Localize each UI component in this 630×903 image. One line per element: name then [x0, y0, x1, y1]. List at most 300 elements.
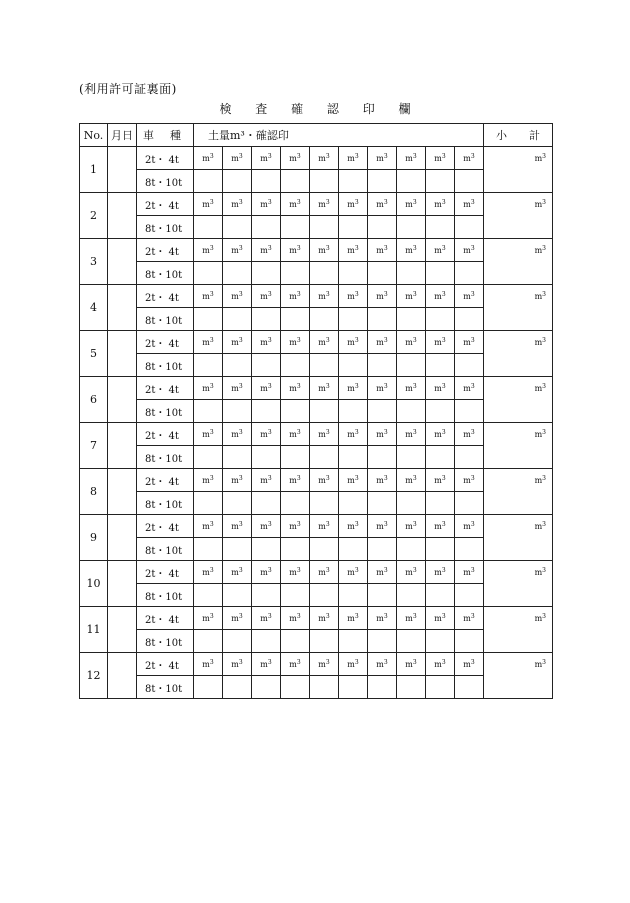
- unit-base: m: [463, 291, 471, 301]
- unit-base: m: [231, 383, 239, 393]
- volume-entry-cell[interactable]: [339, 354, 368, 377]
- volume-entry-cell[interactable]: [368, 676, 397, 699]
- unit-base: m: [405, 291, 413, 301]
- volume-entry-cell[interactable]: [281, 492, 310, 515]
- volume-entry-cell[interactable]: [281, 538, 310, 561]
- volume-entry-cell[interactable]: [252, 216, 281, 239]
- volume-entry-cell[interactable]: [339, 584, 368, 607]
- volume-cell: [339, 193, 368, 216]
- volume-entry-cell[interactable]: [223, 676, 252, 699]
- volume-entry-cell[interactable]: [339, 308, 368, 331]
- unit-base: m: [405, 199, 413, 209]
- volume-cell: [339, 239, 368, 262]
- volume-entry-cell[interactable]: [281, 170, 310, 193]
- table-row: [80, 377, 553, 400]
- volume-entry-cell[interactable]: [455, 400, 484, 423]
- subtotal-cell: [484, 469, 553, 515]
- volume-entry-cell[interactable]: [252, 538, 281, 561]
- unit-base: m: [534, 522, 543, 531]
- volume-entry-cell[interactable]: [252, 630, 281, 653]
- row-number: 9: [80, 515, 108, 561]
- volume-entry-cell[interactable]: [339, 538, 368, 561]
- volume-entry-cell[interactable]: [194, 446, 223, 469]
- volume-entry-cell[interactable]: [223, 584, 252, 607]
- volume-entry-cell[interactable]: [426, 584, 455, 607]
- volume-cell: [252, 515, 281, 538]
- unit-exponent: 3: [354, 612, 359, 620]
- unit-exponent: 3: [238, 336, 243, 344]
- unit-label: [535, 522, 546, 531]
- vehicle-small-cell: 2t・ 4t: [137, 561, 194, 584]
- unit-base: m: [231, 659, 239, 669]
- volume-cell: [426, 285, 455, 308]
- volume-entry-cell[interactable]: [194, 584, 223, 607]
- volume-cell: [281, 653, 310, 676]
- date-cell[interactable]: [108, 423, 137, 469]
- unit-base: m: [534, 614, 543, 623]
- unit-label: [202, 568, 213, 577]
- volume-entry-cell[interactable]: [455, 170, 484, 193]
- volume-entry-cell[interactable]: [455, 262, 484, 285]
- volume-entry-cell[interactable]: [397, 492, 426, 515]
- volume-entry-cell[interactable]: [455, 630, 484, 653]
- volume-entry-cell[interactable]: [426, 492, 455, 515]
- volume-cell: [194, 239, 223, 262]
- volume-cell: [455, 515, 484, 538]
- unit-label: [376, 384, 387, 393]
- volume-entry-cell[interactable]: [223, 538, 252, 561]
- table-row: [80, 216, 553, 239]
- volume-entry-cell[interactable]: [426, 630, 455, 653]
- unit-base: m: [202, 475, 210, 485]
- vehicle-large-cell: 8t・10t: [137, 492, 194, 515]
- unit-exponent: 3: [383, 612, 388, 620]
- volume-entry-cell[interactable]: [223, 400, 252, 423]
- volume-entry-cell[interactable]: [397, 308, 426, 331]
- unit-base: m: [405, 337, 413, 347]
- volume-entry-cell[interactable]: [223, 308, 252, 331]
- vehicle-large-cell: 8t・10t: [137, 630, 194, 653]
- date-cell[interactable]: [108, 561, 137, 607]
- unit-base: m: [231, 429, 239, 439]
- unit-exponent: 3: [267, 566, 272, 574]
- unit-exponent: 3: [441, 566, 446, 574]
- unit-base: m: [376, 613, 384, 623]
- volume-entry-cell[interactable]: [397, 400, 426, 423]
- unit-exponent: 3: [354, 658, 359, 666]
- volume-entry-cell[interactable]: [194, 630, 223, 653]
- unit-exponent: 3: [296, 198, 301, 206]
- volume-entry-cell[interactable]: [339, 446, 368, 469]
- volume-entry-cell[interactable]: [310, 446, 339, 469]
- volume-entry-cell[interactable]: [368, 446, 397, 469]
- unit-exponent: 3: [354, 152, 359, 160]
- unit-label: [535, 338, 546, 347]
- volume-entry-cell[interactable]: [223, 262, 252, 285]
- volume-entry-cell[interactable]: [223, 170, 252, 193]
- unit-exponent: 3: [383, 428, 388, 436]
- volume-cell: [339, 147, 368, 170]
- date-cell[interactable]: [108, 193, 137, 239]
- volume-entry-cell[interactable]: [223, 630, 252, 653]
- volume-entry-cell[interactable]: [368, 354, 397, 377]
- unit-label: [463, 154, 474, 163]
- unit-exponent: 3: [412, 382, 417, 390]
- unit-exponent: 3: [325, 428, 330, 436]
- volume-entry-cell[interactable]: [368, 170, 397, 193]
- volume-entry-cell[interactable]: [368, 538, 397, 561]
- volume-entry-cell[interactable]: [397, 262, 426, 285]
- volume-entry-cell[interactable]: [310, 262, 339, 285]
- volume-entry-cell[interactable]: [397, 630, 426, 653]
- volume-entry-cell[interactable]: [426, 446, 455, 469]
- unit-exponent: 3: [209, 336, 214, 344]
- volume-entry-cell[interactable]: [310, 538, 339, 561]
- volume-entry-cell[interactable]: [252, 584, 281, 607]
- volume-entry-cell[interactable]: [455, 676, 484, 699]
- vehicle-large-cell: 8t・10t: [137, 170, 194, 193]
- volume-entry-cell[interactable]: [426, 354, 455, 377]
- unit-label: [347, 154, 358, 163]
- unit-base: m: [376, 567, 384, 577]
- unit-base: m: [405, 613, 413, 623]
- volume-cell: [368, 423, 397, 446]
- unit-exponent: 3: [325, 612, 330, 620]
- volume-cell: [223, 239, 252, 262]
- volume-entry-cell[interactable]: [252, 262, 281, 285]
- volume-cell: [252, 653, 281, 676]
- volume-cell: [339, 285, 368, 308]
- unit-exponent: 3: [542, 383, 546, 390]
- volume-entry-cell[interactable]: [252, 170, 281, 193]
- unit-base: m: [376, 337, 384, 347]
- volume-cell: [339, 423, 368, 446]
- volume-entry-cell[interactable]: [339, 676, 368, 699]
- volume-entry-cell[interactable]: [368, 308, 397, 331]
- table-row: [80, 538, 553, 561]
- unit-base: m: [289, 567, 297, 577]
- volume-entry-cell[interactable]: [194, 308, 223, 331]
- volume-entry-cell[interactable]: [339, 216, 368, 239]
- volume-entry-cell[interactable]: [368, 492, 397, 515]
- volume-entry-cell[interactable]: [455, 492, 484, 515]
- volume-cell: [397, 653, 426, 676]
- volume-entry-cell[interactable]: [281, 262, 310, 285]
- unit-label: [434, 338, 445, 347]
- volume-entry-cell[interactable]: [310, 400, 339, 423]
- unit-label: [535, 568, 546, 577]
- volume-entry-cell[interactable]: [223, 492, 252, 515]
- table-row: [80, 193, 553, 216]
- unit-label: [202, 660, 213, 669]
- unit-exponent: 3: [470, 198, 475, 206]
- volume-cell: [252, 561, 281, 584]
- header-no: No.: [80, 124, 108, 147]
- unit-exponent: 3: [412, 566, 417, 574]
- volume-cell: [194, 607, 223, 630]
- volume-entry-cell[interactable]: [281, 400, 310, 423]
- unit-label: [405, 384, 416, 393]
- volume-entry-cell[interactable]: [426, 308, 455, 331]
- unit-label: [347, 246, 358, 255]
- vehicle-large-cell: 8t・10t: [137, 538, 194, 561]
- unit-base: m: [289, 613, 297, 623]
- unit-exponent: 3: [354, 382, 359, 390]
- volume-entry-cell[interactable]: [310, 216, 339, 239]
- unit-label: [289, 338, 300, 347]
- unit-label: [535, 292, 546, 301]
- volume-entry-cell[interactable]: [281, 216, 310, 239]
- volume-entry-cell[interactable]: [455, 354, 484, 377]
- volume-entry-cell[interactable]: [368, 584, 397, 607]
- volume-cell: [426, 331, 455, 354]
- date-cell[interactable]: [108, 285, 137, 331]
- unit-exponent: 3: [238, 520, 243, 528]
- volume-entry-cell[interactable]: [426, 538, 455, 561]
- volume-entry-cell[interactable]: [310, 170, 339, 193]
- unit-base: m: [463, 383, 471, 393]
- unit-base: m: [289, 291, 297, 301]
- volume-entry-cell[interactable]: [397, 216, 426, 239]
- volume-entry-cell[interactable]: [426, 216, 455, 239]
- volume-entry-cell[interactable]: [252, 492, 281, 515]
- volume-cell: [368, 561, 397, 584]
- volume-cell: [339, 561, 368, 584]
- volume-entry-cell[interactable]: [310, 354, 339, 377]
- volume-entry-cell[interactable]: [397, 538, 426, 561]
- volume-entry-cell[interactable]: [339, 492, 368, 515]
- vehicle-large-cell: 8t・10t: [137, 584, 194, 607]
- volume-entry-cell[interactable]: [310, 630, 339, 653]
- volume-entry-cell[interactable]: [455, 446, 484, 469]
- unit-base: m: [347, 613, 355, 623]
- volume-entry-cell[interactable]: [397, 354, 426, 377]
- vehicle-small-cell: 2t・ 4t: [137, 653, 194, 676]
- volume-entry-cell[interactable]: [339, 262, 368, 285]
- unit-base: m: [534, 430, 543, 439]
- vehicle-small-cell: 2t・ 4t: [137, 423, 194, 446]
- unit-label: [231, 522, 242, 531]
- unit-label: [260, 246, 271, 255]
- row-number: 5: [80, 331, 108, 377]
- volume-cell: [252, 285, 281, 308]
- volume-cell: [310, 377, 339, 400]
- row-number: 1: [80, 147, 108, 193]
- volume-entry-cell[interactable]: [194, 170, 223, 193]
- unit-base: m: [434, 613, 442, 623]
- volume-cell: [281, 377, 310, 400]
- header-date: 月日: [108, 124, 137, 147]
- row-number: 3: [80, 239, 108, 285]
- volume-entry-cell[interactable]: [455, 308, 484, 331]
- vehicle-large-cell: 8t・10t: [137, 446, 194, 469]
- unit-label: [260, 384, 271, 393]
- unit-exponent: 3: [383, 566, 388, 574]
- volume-entry-cell[interactable]: [252, 354, 281, 377]
- unit-exponent: 3: [412, 520, 417, 528]
- volume-cell: [397, 607, 426, 630]
- unit-exponent: 3: [542, 567, 546, 574]
- volume-entry-cell[interactable]: [339, 630, 368, 653]
- volume-cell: [223, 147, 252, 170]
- unit-exponent: 3: [325, 520, 330, 528]
- volume-cell: [223, 423, 252, 446]
- volume-entry-cell[interactable]: [310, 308, 339, 331]
- volume-entry-cell[interactable]: [252, 676, 281, 699]
- unit-base: m: [534, 200, 543, 209]
- unit-base: m: [376, 521, 384, 531]
- unit-label: [318, 154, 329, 163]
- unit-exponent: 3: [354, 566, 359, 574]
- row-number: 7: [80, 423, 108, 469]
- date-cell[interactable]: [108, 607, 137, 653]
- volume-entry-cell[interactable]: [252, 400, 281, 423]
- volume-cell: [455, 239, 484, 262]
- volume-entry-cell[interactable]: [223, 354, 252, 377]
- unit-base: m: [434, 521, 442, 531]
- unit-label: [376, 522, 387, 531]
- unit-base: m: [202, 383, 210, 393]
- unit-base: m: [405, 521, 413, 531]
- volume-cell: [426, 515, 455, 538]
- unit-label: [376, 338, 387, 347]
- unit-base: m: [376, 291, 384, 301]
- unit-label: [347, 384, 358, 393]
- volume-entry-cell[interactable]: [223, 216, 252, 239]
- volume-entry-cell[interactable]: [281, 308, 310, 331]
- volume-entry-cell[interactable]: [310, 584, 339, 607]
- volume-entry-cell[interactable]: [194, 216, 223, 239]
- volume-cell: [455, 607, 484, 630]
- unit-exponent: 3: [238, 428, 243, 436]
- volume-entry-cell[interactable]: [397, 584, 426, 607]
- unit-exponent: 3: [325, 152, 330, 160]
- volume-entry-cell[interactable]: [194, 676, 223, 699]
- unit-base: m: [463, 245, 471, 255]
- volume-cell: [194, 285, 223, 308]
- subtotal-cell: [484, 607, 553, 653]
- unit-label: [405, 476, 416, 485]
- date-cell[interactable]: [108, 653, 137, 699]
- unit-base: m: [405, 567, 413, 577]
- volume-cell: [426, 561, 455, 584]
- date-cell[interactable]: [108, 147, 137, 193]
- volume-entry-cell[interactable]: [455, 538, 484, 561]
- unit-base: m: [347, 475, 355, 485]
- volume-cell: [397, 193, 426, 216]
- unit-base: m: [434, 567, 442, 577]
- unit-exponent: 3: [209, 566, 214, 574]
- volume-entry-cell[interactable]: [339, 170, 368, 193]
- volume-entry-cell[interactable]: [310, 676, 339, 699]
- date-cell[interactable]: [108, 515, 137, 561]
- volume-entry-cell[interactable]: [194, 262, 223, 285]
- volume-entry-cell[interactable]: [368, 630, 397, 653]
- unit-label: [289, 614, 300, 623]
- unit-exponent: 3: [354, 198, 359, 206]
- date-cell[interactable]: [108, 331, 137, 377]
- volume-entry-cell[interactable]: [223, 446, 252, 469]
- unit-label: [318, 246, 329, 255]
- volume-entry-cell[interactable]: [281, 446, 310, 469]
- unit-label: [434, 522, 445, 531]
- vehicle-large-cell: 8t・10t: [137, 676, 194, 699]
- unit-base: m: [231, 199, 239, 209]
- volume-entry-cell[interactable]: [281, 630, 310, 653]
- volume-cell: [194, 561, 223, 584]
- unit-exponent: 3: [383, 658, 388, 666]
- volume-entry-cell[interactable]: [426, 262, 455, 285]
- date-cell[interactable]: [108, 239, 137, 285]
- volume-entry-cell[interactable]: [194, 354, 223, 377]
- volume-cell: [310, 423, 339, 446]
- volume-entry-cell[interactable]: [281, 676, 310, 699]
- unit-exponent: 3: [542, 429, 546, 436]
- volume-entry-cell[interactable]: [455, 584, 484, 607]
- table-body: [80, 147, 553, 699]
- date-cell[interactable]: [108, 377, 137, 423]
- unit-exponent: 3: [209, 382, 214, 390]
- unit-base: m: [463, 567, 471, 577]
- volume-entry-cell[interactable]: [194, 400, 223, 423]
- unit-exponent: 3: [383, 336, 388, 344]
- volume-entry-cell[interactable]: [194, 492, 223, 515]
- volume-entry-cell[interactable]: [368, 216, 397, 239]
- volume-cell: [310, 653, 339, 676]
- volume-entry-cell[interactable]: [310, 492, 339, 515]
- volume-entry-cell[interactable]: [426, 170, 455, 193]
- unit-base: m: [289, 199, 297, 209]
- volume-entry-cell[interactable]: [368, 400, 397, 423]
- unit-base: m: [289, 245, 297, 255]
- unit-base: m: [231, 475, 239, 485]
- vehicle-large-cell: 8t・10t: [137, 308, 194, 331]
- volume-entry-cell[interactable]: [426, 400, 455, 423]
- unit-base: m: [289, 475, 297, 485]
- volume-cell: [397, 147, 426, 170]
- date-cell[interactable]: [108, 469, 137, 515]
- table-row: [80, 630, 553, 653]
- volume-entry-cell[interactable]: [397, 170, 426, 193]
- unit-base: m: [434, 291, 442, 301]
- unit-label: [376, 430, 387, 439]
- unit-base: m: [260, 291, 268, 301]
- volume-entry-cell[interactable]: [252, 308, 281, 331]
- volume-cell: [455, 147, 484, 170]
- volume-entry-cell[interactable]: [455, 216, 484, 239]
- volume-entry-cell[interactable]: [397, 676, 426, 699]
- unit-label: [463, 246, 474, 255]
- unit-label: [347, 338, 358, 347]
- volume-entry-cell[interactable]: [252, 446, 281, 469]
- unit-exponent: 3: [296, 428, 301, 436]
- unit-exponent: 3: [296, 336, 301, 344]
- volume-entry-cell[interactable]: [281, 354, 310, 377]
- volume-entry-cell[interactable]: [281, 584, 310, 607]
- volume-entry-cell[interactable]: [368, 262, 397, 285]
- unit-label: [202, 200, 213, 209]
- volume-cell: [368, 331, 397, 354]
- volume-entry-cell[interactable]: [426, 676, 455, 699]
- volume-entry-cell[interactable]: [397, 446, 426, 469]
- volume-entry-cell[interactable]: [339, 400, 368, 423]
- unit-exponent: 3: [441, 382, 446, 390]
- volume-entry-cell[interactable]: [194, 538, 223, 561]
- unit-base: m: [434, 475, 442, 485]
- unit-base: m: [347, 567, 355, 577]
- unit-exponent: 3: [296, 244, 301, 252]
- unit-base: m: [318, 337, 326, 347]
